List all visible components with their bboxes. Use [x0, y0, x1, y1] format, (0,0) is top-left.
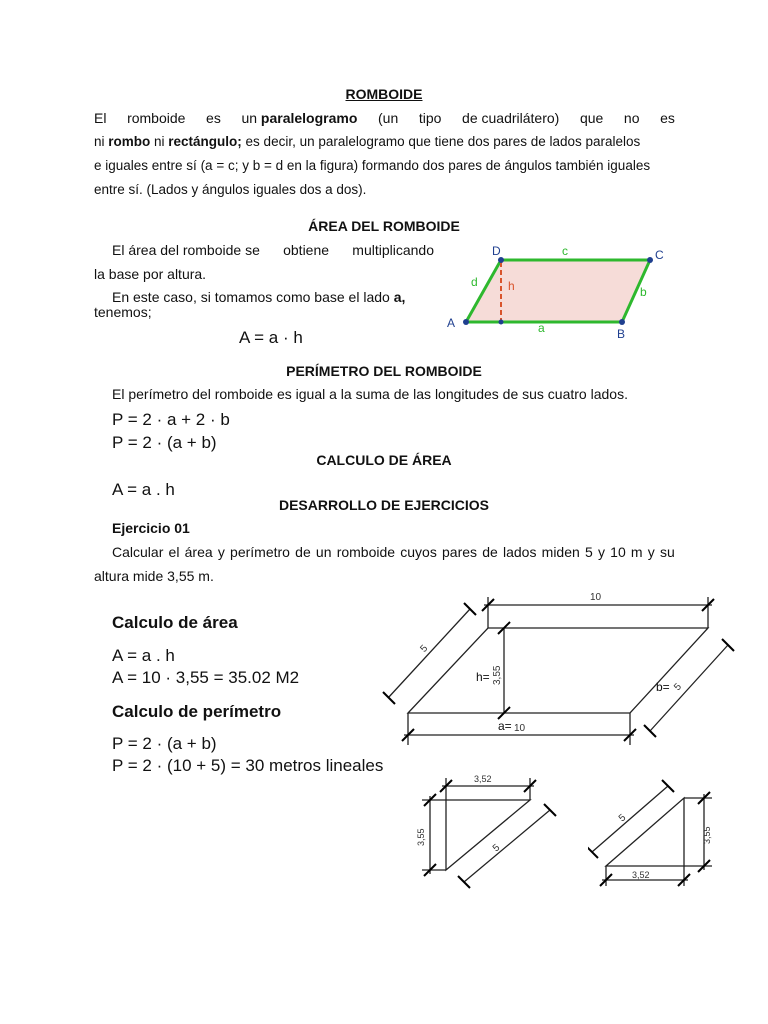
tri-right-side-label: 3,55	[702, 826, 712, 844]
intro-line-1	[94, 110, 675, 126]
perimeter-formula-2: P = 2 · (a + b)	[112, 433, 217, 452]
exercise-title: Ejercicio 01	[112, 520, 190, 536]
exercises-heading: DESARROLLO DE EJERCICIOS	[278, 497, 490, 513]
perimeter-heading: PERÍMETRO DEL ROMBOIDE	[286, 363, 482, 379]
vertex-a-label: A	[447, 316, 456, 330]
triangle-right-outline	[606, 798, 684, 866]
intro-word: es	[206, 110, 221, 126]
exercise-line-1: Calcular el área y perímetro de un romboide cuyos pares de lados miden 5 y 10 m y su	[112, 544, 675, 560]
area-heading: ÁREA DEL ROMBOIDE	[308, 218, 460, 234]
exercise-line-2: altura mide 3,55 m.	[94, 568, 214, 584]
dim-line-left	[388, 609, 470, 698]
left-triangle-figure	[408, 768, 558, 892]
intro-word: El	[94, 110, 107, 126]
side-c-label: c	[562, 244, 568, 258]
dimensioned-rhomboid	[380, 585, 740, 760]
intro-word: romboide	[127, 110, 186, 126]
page-title: ROMBOIDE	[345, 86, 423, 102]
intro-line-2: ni rombo ni rectángulo; es decir, un paralelogramo que tiene dos pares de lados paralelos	[94, 134, 641, 149]
side-b-label: b	[640, 285, 647, 299]
calc-area-heading: CALCULO DE ÁREA	[316, 452, 452, 468]
side-a-prefix: a=	[498, 719, 512, 733]
area-line-4: tenemos;	[94, 304, 152, 320]
solution-perimeter-formula: P = 2 · (a + b)	[112, 734, 217, 753]
area-formula: A = a · h	[239, 328, 303, 347]
height-value: 3,55	[492, 665, 503, 685]
solution-area-result: A = 10 · 3,55 = 35.02 M2	[112, 668, 300, 687]
solution-area-formula: A = a . h	[112, 646, 175, 665]
tri-left-side-label: 3,55	[416, 828, 426, 846]
intro-line-4: entre sí. (Lados y ángulos iguales dos a dos).	[94, 182, 367, 197]
vertex-b-dot	[619, 319, 625, 325]
tri-right-bottom-label: 3,52	[632, 870, 650, 880]
intro-word: un paralelogramo	[241, 110, 358, 126]
dim-line-diag	[592, 786, 668, 852]
side-d-label: d	[471, 275, 478, 289]
perimeter-text: El perímetro del romboide es igual a la suma de las longitudes de sus cuatro lados.	[112, 386, 628, 402]
intro-word: tipo	[418, 110, 442, 126]
height-foot-dot	[499, 320, 504, 325]
perimeter-formula-1: P = 2 · a + 2 · b	[112, 410, 230, 429]
vertex-a-dot	[463, 319, 469, 325]
side-a-value: 10	[514, 723, 526, 734]
rhomboid-shape	[466, 260, 650, 322]
solution-area-heading: Calculo de área	[112, 613, 238, 632]
tri-left-top-label: 3,52	[474, 774, 492, 784]
solution-perimeter-heading: Calculo de perímetro	[112, 702, 282, 721]
tri-left-diag-label: 5	[490, 842, 503, 855]
intro-line-3: e iguales entre sí (a = c; y b = d en la figura) formando dos pares de ángulos también iguales	[94, 158, 651, 173]
side-b-value: 5	[672, 681, 684, 694]
area-line-3: En este caso, si tomamos como base el lado a,	[112, 289, 406, 305]
side-a-label: a	[538, 321, 545, 335]
solution-perimeter-result: P = 2 · (10 + 5) = 30 metros lineales	[112, 756, 384, 775]
area-line-1: El área del romboide se obtiene multiplicando	[112, 242, 434, 258]
intro-word: no	[623, 110, 640, 126]
tri-right-diag-label: 5	[616, 812, 629, 825]
intro-word: es	[660, 110, 675, 126]
side-b-prefix: b=	[656, 680, 670, 694]
height-label: h	[508, 279, 515, 293]
right-triangle-figure	[588, 768, 728, 892]
vertex-b-label: B	[617, 327, 626, 340]
vertex-c-dot	[647, 257, 653, 263]
dim-left-label: 5	[418, 643, 431, 655]
dim-top-label: 10	[590, 592, 602, 603]
area-line-2: la base por altura.	[94, 266, 207, 282]
rhomboid-figure	[440, 240, 670, 340]
rhomboid-outline	[408, 628, 708, 713]
dim-line-diag	[464, 810, 550, 882]
intro-word: que	[579, 110, 604, 126]
vertex-c-label: C	[655, 248, 664, 262]
height-prefix: h=	[476, 670, 490, 684]
calc-area-formula: A = a . h	[112, 480, 175, 499]
intro-word: de cuadrilátero)	[462, 110, 560, 126]
triangle-left-outline	[446, 800, 530, 870]
tick-mark	[383, 692, 395, 704]
vertex-d-label: D	[492, 244, 501, 258]
intro-word: (un	[378, 110, 399, 126]
